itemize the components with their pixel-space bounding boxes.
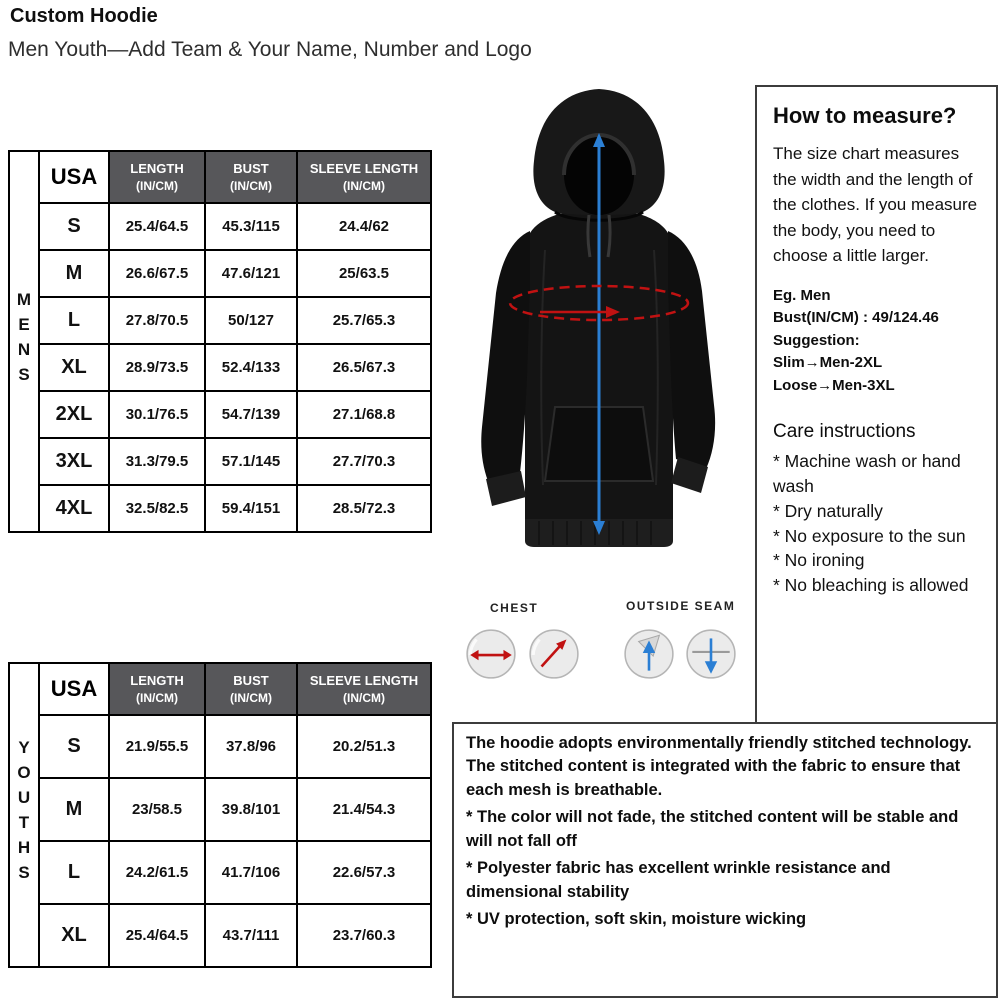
sleeve-value: 28.5/72.3 [297,485,431,532]
column-header-usa: USA [39,151,109,203]
sleeve-value: 20.2/51.3 [297,715,431,778]
chest-width-measure-icon [464,627,518,681]
length-value: 25.4/64.5 [109,904,205,967]
chest-label: CHEST [490,601,539,615]
features-panel [452,722,998,998]
sleeve-value: 21.4/54.3 [297,778,431,841]
seam-length-measure-icon [684,627,738,681]
table-row [9,391,431,438]
length-value: 27.8/70.5 [109,297,205,344]
suggestion-line: Bust(IN/CM) : 49/124.46 [773,309,939,326]
table-row [9,438,431,485]
column-header-sleeve: SLEEVE LENGTH (IN/CM) [297,663,431,715]
bust-value: 59.4/151 [205,485,297,532]
mens-size-table [8,150,432,533]
care-item: * Machine wash or hand wash [773,451,961,496]
product-subtitle: Men Youth—Add Team & Your Name, Number and Logo [8,38,532,61]
care-item: * No ironing [773,550,865,571]
sleeve-value: 24.4/62 [297,203,431,250]
sleeve-value: 23.7/60.3 [297,904,431,967]
suggestion-line: Suggestion: [773,331,860,349]
care-item: * No bleaching is allowed [773,575,969,596]
youth-size-table [8,662,432,968]
care-item: * Dry naturally [773,500,883,521]
length-value: 25.4/64.5 [109,203,205,250]
sleeve-value: 25.7/65.3 [297,297,431,344]
column-header-usa: USA [39,663,109,715]
feature-item: * UV protection, soft skin, moisture wicking [466,909,807,928]
length-value: 30.1/76.5 [109,391,205,438]
care-instructions-title: Care instructions [773,421,916,442]
outside-seam-label: OUTSIDE SEAM [626,599,736,613]
length-value: 24.2/61.5 [109,841,205,904]
suggestion-line: Eg. Men [773,286,831,304]
mens-side-label: MENS [9,151,39,532]
size-label: 2XL [39,391,109,438]
care-item: * No exposure to the sun [773,525,966,546]
column-header-length: LENGTH (IN/CM) [109,663,205,715]
table-row [9,841,431,904]
size-suggestion-block [773,285,986,398]
table-row [9,904,431,967]
length-value: 23/58.5 [109,778,205,841]
table-row [9,485,431,532]
sleeve-value: 25/63.5 [297,250,431,297]
bust-value: 47.6/121 [205,250,297,297]
bust-value: 39.8/101 [205,778,297,841]
size-label: S [39,715,109,778]
bust-value: 54.7/139 [205,391,297,438]
size-label: 4XL [39,485,109,532]
sleeve-value: 22.6/57.3 [297,841,431,904]
suggestion-line: Loose→Men-3XL [773,376,895,394]
features-intro: The hoodie adopts environmentally friendly stitched technology. The stitched content is integrated with the fabric to ensure that each mesh is breathable. [466,734,972,799]
size-label: M [39,778,109,841]
bust-value: 43.7/111 [205,904,297,967]
feature-item: * Polyester fabric has excellent wrinkle resistance and dimensional stability [466,859,891,901]
suggestion-line: Slim→Men-2XL [773,354,883,371]
column-header-bust: BUST (IN/CM) [205,151,297,203]
table-row [9,250,431,297]
bust-value: 52.4/133 [205,344,297,391]
how-to-measure-title: How to measure? [773,103,957,128]
mens-header-row [9,151,431,203]
size-label: M [39,250,109,297]
length-value: 21.9/55.5 [109,715,205,778]
seam-fold-measure-icon [622,627,676,681]
bust-value: 45.3/115 [205,203,297,250]
size-label: L [39,297,109,344]
youth-header-row [9,663,431,715]
length-value: 32.5/82.5 [109,485,205,532]
how-to-measure-panel [755,85,998,722]
table-row [9,715,431,778]
sleeve-value: 26.5/67.3 [297,344,431,391]
sleeve-value: 27.7/70.3 [297,438,431,485]
size-label: S [39,203,109,250]
column-header-length: LENGTH (IN/CM) [109,151,205,203]
sleeve-value: 27.1/68.8 [297,391,431,438]
size-label: L [39,841,109,904]
length-value: 26.6/67.5 [109,250,205,297]
length-value: 31.3/79.5 [109,438,205,485]
size-label: 3XL [39,438,109,485]
table-row [9,203,431,250]
hoodie-figure [442,85,757,585]
table-row [9,344,431,391]
product-title: Custom Hoodie [10,5,158,27]
size-label: XL [39,344,109,391]
hoodie-illustration [442,85,757,585]
bust-value: 50/127 [205,297,297,344]
column-header-sleeve: SLEEVE LENGTH (IN/CM) [297,151,431,203]
bust-value: 41.7/106 [205,841,297,904]
youth-side-label: YOUTHS [9,663,39,967]
length-value: 28.9/73.5 [109,344,205,391]
bust-value: 37.8/96 [205,715,297,778]
how-to-measure-body: The size chart measures the width and the length of the clothes. If you measure the body, you need to choose a little larger. [773,144,978,265]
column-header-bust: BUST (IN/CM) [205,663,297,715]
size-label: XL [39,904,109,967]
bust-value: 57.1/145 [205,438,297,485]
table-row [9,778,431,841]
table-row [9,297,431,344]
feature-item: * The color will not fade, the stitched content will be stable and will not fall off [466,808,959,850]
chest-girth-measure-icon [527,627,581,681]
